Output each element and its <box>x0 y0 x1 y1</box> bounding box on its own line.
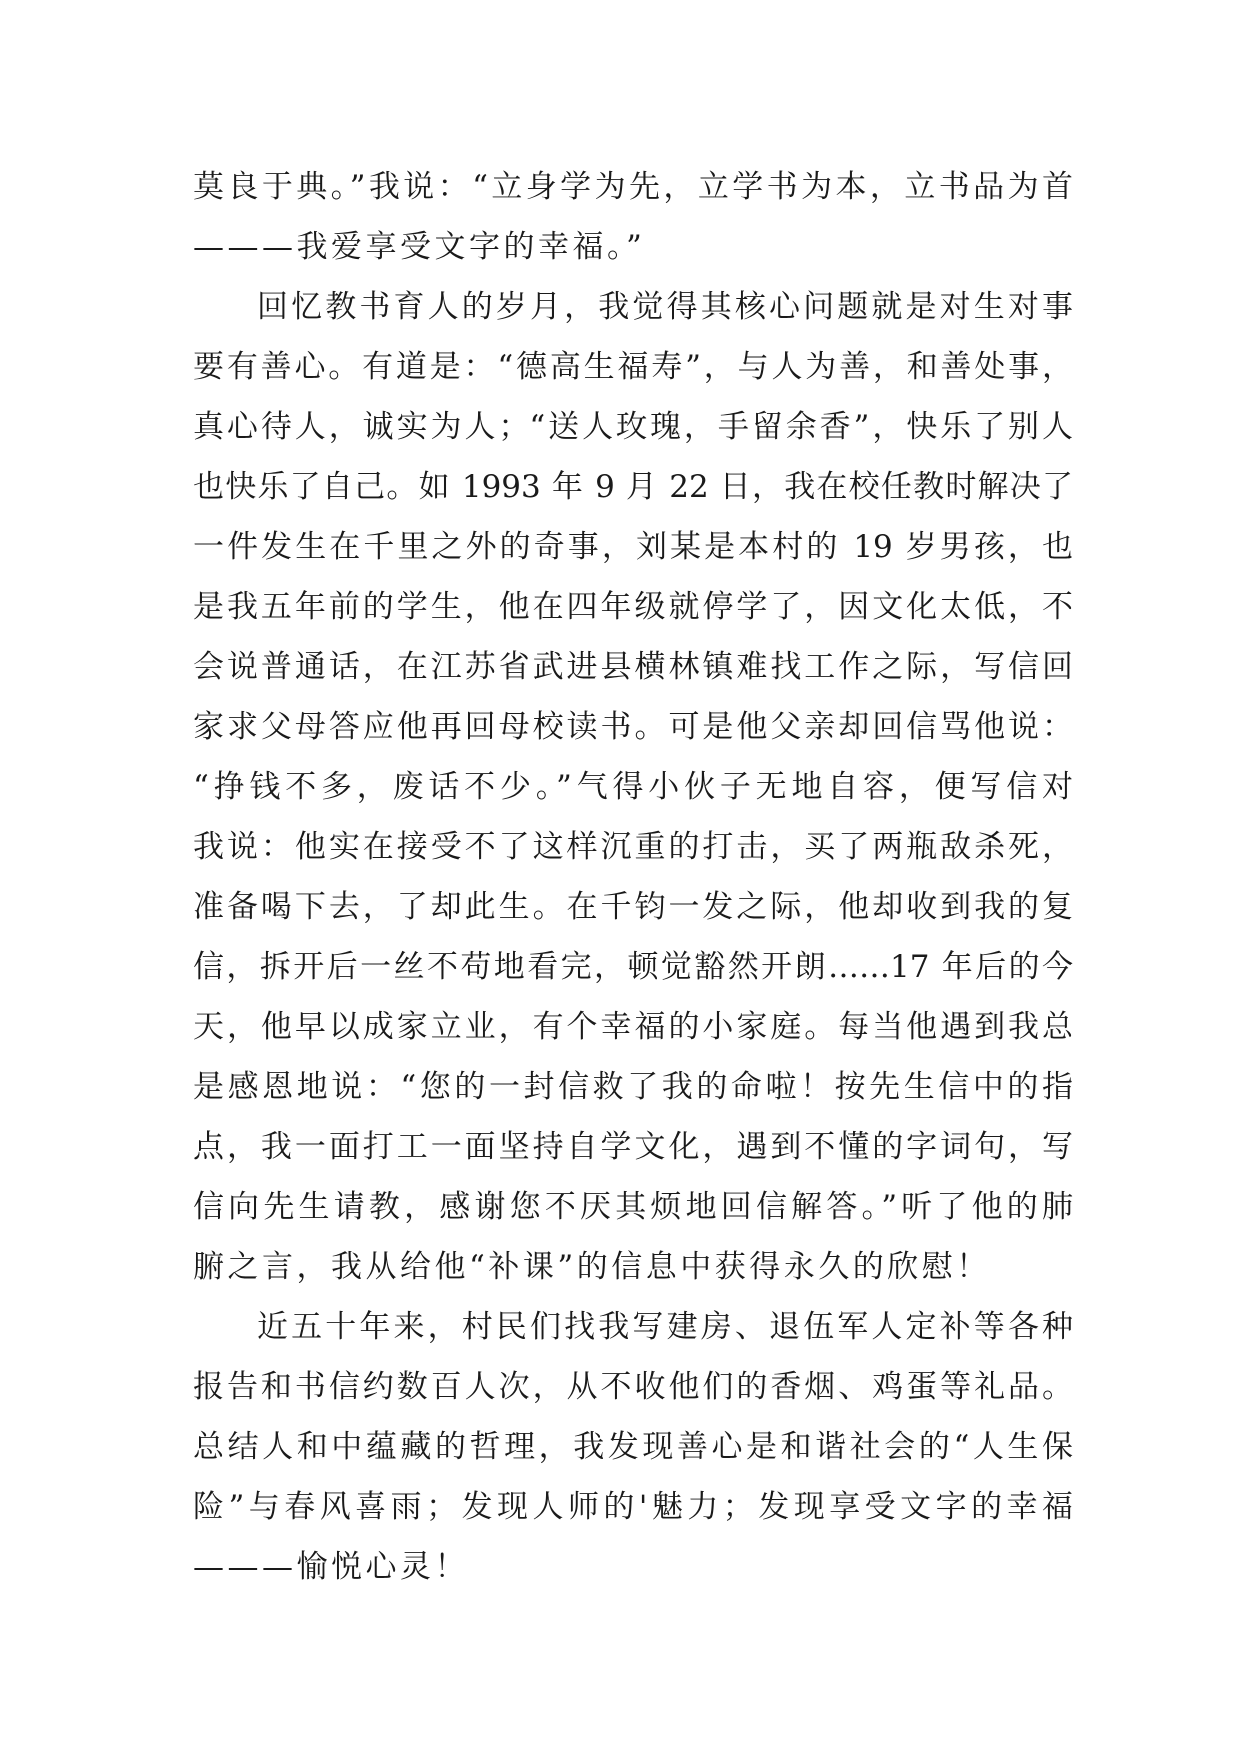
text-line: 回忆教书育人的岁月，我觉得其核心问题就是对生对事 <box>257 289 1073 325</box>
text-line: 是我五年前的学生，他在四年级就停学了，因文化太低，不 <box>193 589 1073 625</box>
text-line: 信向先生请教，感谢您不厌其烦地回信解答。”听了他的肺 <box>193 1189 1073 1225</box>
text-line: 是感恩地说：“您的一封信救了我的命啦！按先生信中的指 <box>193 1069 1073 1105</box>
text-line: ———我爱享受文字的幸福。” <box>193 229 646 265</box>
text-line: 会说普通话，在江苏省武进县横林镇难找工作之际，写信回 <box>193 649 1073 685</box>
text-line: 腑之言，我从给他“补课”的信息中获得永久的欣慰！ <box>193 1249 991 1285</box>
text-line: 要有善心。有道是：“德高生福寿”，与人为善，和善处事， <box>193 349 1073 385</box>
text-line: 险”与春风喜雨；发现人师的'魅力；发现享受文字的幸福 <box>193 1489 1073 1525</box>
text-line: 真心待人，诚实为人；“送人玫瑰，手留余香”，快乐了别人 <box>193 409 1073 445</box>
text-line: 也快乐了自己。如 1993 年 9 月 22 日，我在校任教时解决了 <box>193 469 1073 505</box>
text-line: 总结人和中蕴藏的哲理，我发现善心是和谐社会的“人生保 <box>193 1429 1073 1465</box>
text-line: “挣钱不多，废话不少。”气得小伙子无地自容，便写信对 <box>193 769 1073 805</box>
text-line: 近五十年来，村民们找我写建房、退伍军人定补等各种 <box>257 1309 1073 1345</box>
document-body-text <box>193 157 1073 1597</box>
text-line: 莫良于典。”我说：“立身学为先，立学书为本，立书品为首 <box>193 169 1073 205</box>
text-line: 天，他早以成家立业，有个幸福的小家庭。每当他遇到我总 <box>193 1009 1073 1045</box>
text-line: 信，拆开后一丝不苟地看完，顿觉豁然开朗……17 年后的今 <box>193 949 1073 985</box>
text-line: 点，我一面打工一面坚持自学文化，遇到不懂的字词句，写 <box>193 1129 1073 1165</box>
text-line: ———愉悦心灵！ <box>193 1549 469 1585</box>
text-line: 报告和书信约数百人次，从不收他们的香烟、鸡蛋等礼品。 <box>193 1369 1073 1405</box>
text-line: 家求父母答应他再回母校读书。可是他父亲却回信骂他说： <box>193 709 1073 745</box>
text-line: 准备喝下去，了却此生。在千钧一发之际，他却收到我的复 <box>193 889 1073 925</box>
text-line: 我说：他实在接受不了这样沉重的打击，买了两瓶敌杀死， <box>193 829 1073 865</box>
text-line: 一件发生在千里之外的奇事，刘某是本村的 19 岁男孩，也 <box>193 529 1073 565</box>
